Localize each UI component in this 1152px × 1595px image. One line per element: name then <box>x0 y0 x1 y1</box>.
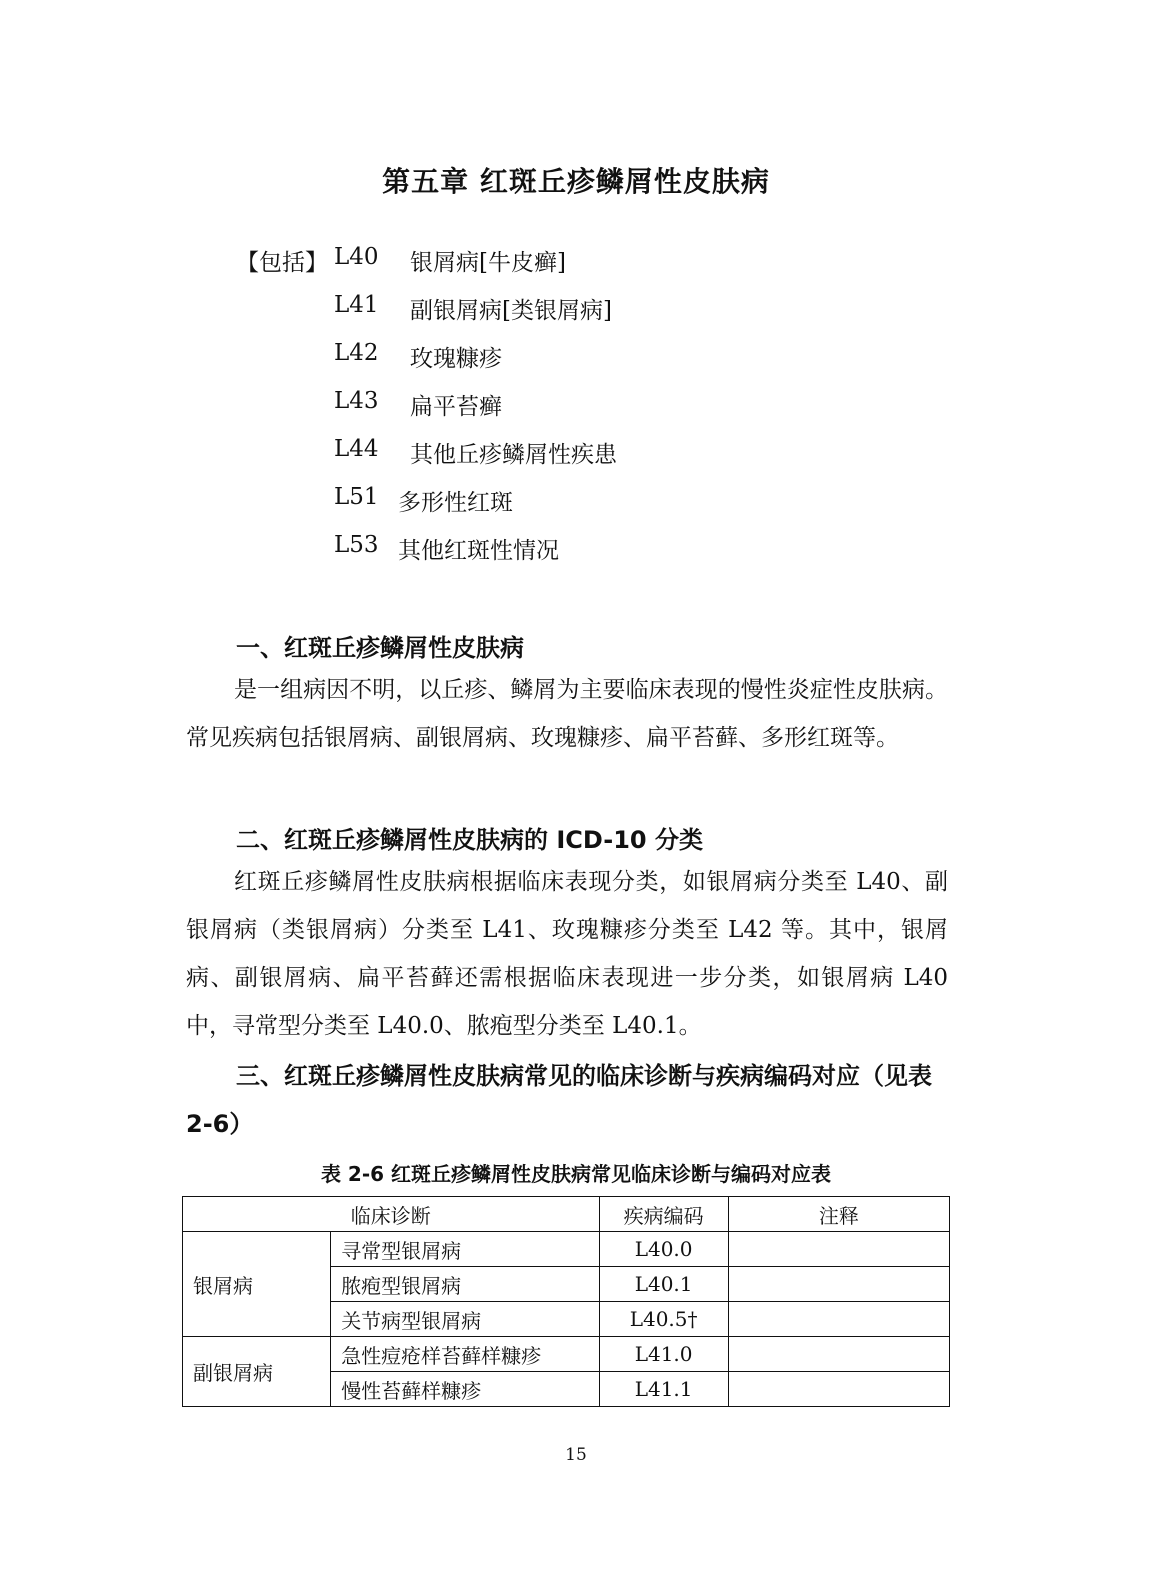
diagnosis-cell: 脓疱型银屑病 <box>331 1267 599 1302</box>
include-name: 副银屑病[类银屑病] <box>410 298 612 324</box>
table-row <box>183 1232 950 1267</box>
include-name: 玫瑰糠疹 <box>410 346 502 372</box>
diagnosis-cell: 急性痘疮样苔藓样糠疹 <box>331 1337 599 1372</box>
include-code: L51 <box>334 484 379 510</box>
chapter-title: 第五章 红斑丘疹鳞屑性皮肤病 <box>382 165 770 198</box>
table-row <box>183 1337 950 1372</box>
include-name: 银屑病[牛皮癣] <box>410 250 566 276</box>
section-heading: 二、红斑丘疹鳞屑性皮肤病的 ICD-10 分类 <box>236 826 703 854</box>
code-cell: L40.1 <box>599 1267 728 1302</box>
include-name: 扁平苔癣 <box>410 394 502 420</box>
header-note: 注释 <box>728 1197 949 1232</box>
table-header-row <box>183 1197 950 1232</box>
include-name: 多形性红斑 <box>398 490 513 516</box>
include-code: L41 <box>334 292 379 318</box>
table-caption: 表 2-6 红斑丘疹鳞屑性皮肤病常见临床诊断与编码对应表 <box>320 1162 832 1186</box>
code-cell: L41.1 <box>599 1372 728 1407</box>
include-code: L53 <box>334 532 379 558</box>
group-name: 副银屑病 <box>183 1337 331 1407</box>
code-cell: L40.5† <box>599 1302 728 1337</box>
section-heading: 三、红斑丘疹鳞屑性皮肤病常见的临床诊断与疾病编码对应（见表 2-6） <box>186 1062 932 1138</box>
note-cell <box>728 1302 949 1337</box>
group-name: 银屑病 <box>183 1232 331 1337</box>
header-diagnosis: 临床诊断 <box>183 1197 600 1232</box>
page-number: 15 <box>565 1445 587 1465</box>
include-code: L44 <box>334 436 379 462</box>
diagnosis-cell: 慢性苔藓样糠疹 <box>331 1372 599 1407</box>
diagnosis-cell: 寻常型银屑病 <box>331 1232 599 1267</box>
diagnosis-code-table <box>182 1196 950 1407</box>
section-paragraph: 是一组病因不明，以丘疹、鳞屑为主要临床表现的慢性炎症性皮肤病。常见疾病包括银屑病、副银屑病、玫瑰糠疹、扁平苔藓、多形红斑等。 <box>186 677 948 751</box>
code-cell: L41.0 <box>599 1337 728 1372</box>
header-code: 疾病编码 <box>599 1197 728 1232</box>
include-code: L43 <box>334 388 379 414</box>
code-cell: L40.0 <box>599 1232 728 1267</box>
section-heading: 一、红斑丘疹鳞屑性皮肤病 <box>236 634 524 662</box>
include-code: L40 <box>334 244 379 270</box>
includes-label: 【包括】 <box>236 250 328 276</box>
diagnosis-cell: 关节病型银屑病 <box>331 1302 599 1337</box>
section-paragraph: 红斑丘疹鳞屑性皮肤病根据临床表现分类，如银屑病分类至 L40、副银屑病（类银屑病）分类至 L41、玫瑰糠疹分类至 L42 等。其中，银屑病、副银屑病、扁平苔藓还需根据临床表现进一步分类，如银屑病 L40 中，寻常型分类至 L40.0、脓疱型分类至 L40.1。 <box>186 869 948 1039</box>
note-cell <box>728 1267 949 1302</box>
note-cell <box>728 1232 949 1267</box>
include-name: 其他红斑性情况 <box>398 538 559 564</box>
note-cell <box>728 1337 949 1372</box>
include-name: 其他丘疹鳞屑性疾患 <box>410 442 617 468</box>
include-code: L42 <box>334 340 379 366</box>
note-cell <box>728 1372 949 1407</box>
